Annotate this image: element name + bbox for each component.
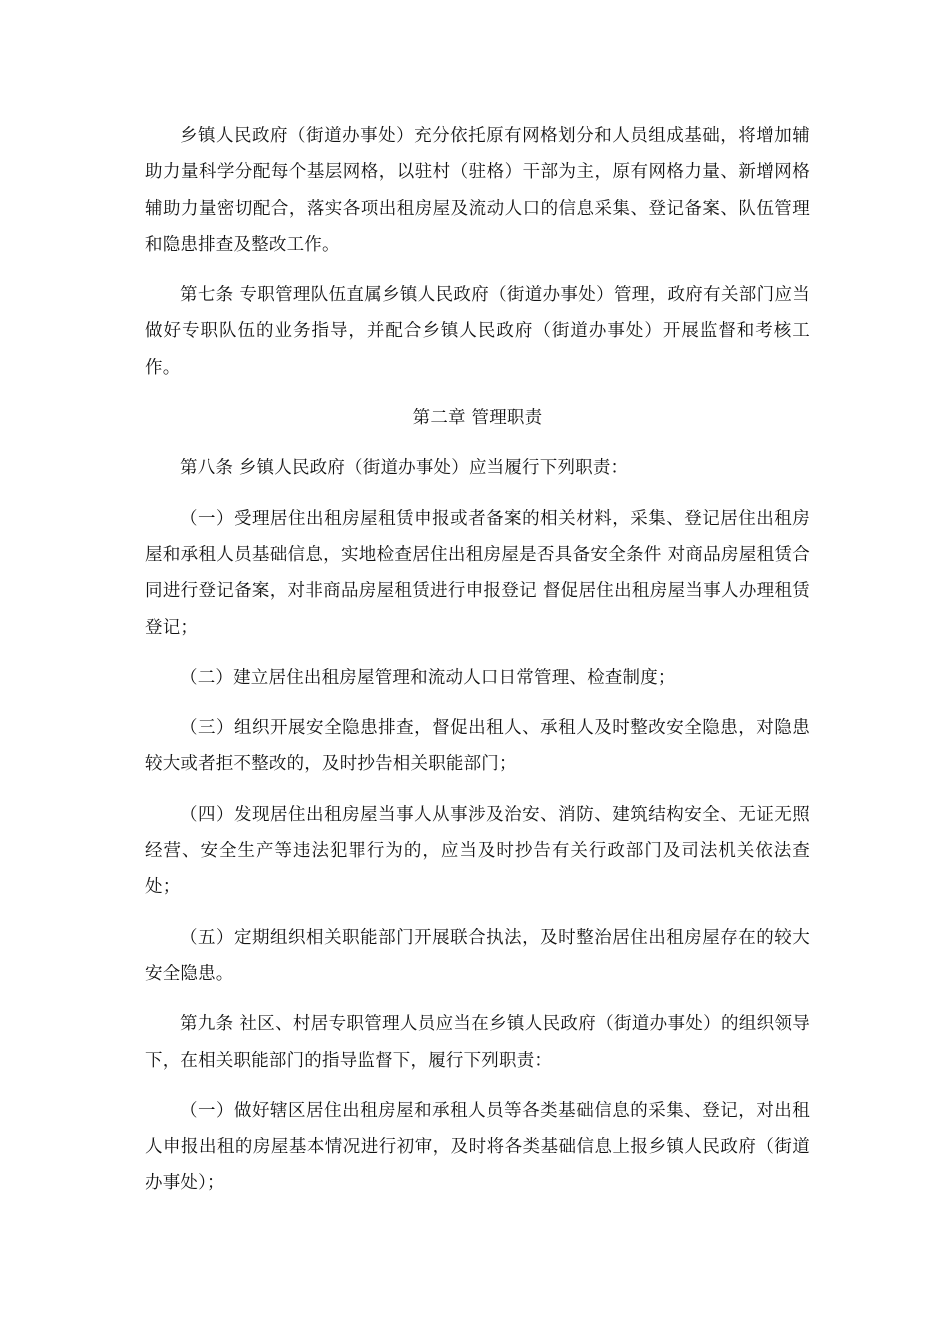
article-8-item-1: （一）受理居住出租房屋租赁申报或者备案的相关材料，采集、登记居住出租房屋和承租人员基础信息，实地检查居住出租房屋是否具备安全条件 对商品房屋租赁合同进行登记备案，对非商品房屋租赁进行申报登记 督促居住出租房屋当事人办理租赁登记；	[145, 508, 810, 638]
article-8-item-4: （四）发现居住出租房屋当事人从事涉及治安、消防、建筑结构安全、无证无照经营、安全生产等违法犯罪行为的，应当及时抄告有关行政部门及司法机关依法查处；	[145, 804, 810, 898]
article-8-item-5: （五）定期组织相关职能部门开展联合执法，及时整治居住出租房屋存在的较大安全隐患。	[145, 927, 810, 984]
chapter-heading: 第二章 管理职责	[412, 408, 543, 429]
article-9-item-1: （一）做好辖区居住出租房屋和承租人员等各类基础信息的采集、登记，对出租人申报出租的房屋基本情况进行初审，及时将各类基础信息上报乡镇人民政府（街道办事处）；	[145, 1100, 810, 1194]
paragraph-article-9: 第九条 社区、村居专职管理人员应当在乡镇人民政府（街道办事处）的组织领导下，在相关职能部门的指导监督下，履行下列职责：	[145, 1014, 810, 1071]
article-8-item-3: （三）组织开展安全隐患排查，督促出租人、承租人及时整改安全隐患，对隐患较大或者拒不整改的，及时抄告相关职能部门；	[145, 718, 810, 775]
paragraph-article-8: 第八条 乡镇人民政府（街道办事处）应当履行下列职责：	[180, 458, 629, 479]
paragraph-grid-assignment: 乡镇人民政府（街道办事处）充分依托原有网格划分和人员组成基础，将增加辅助力量科学分配每个基层网格，以驻村（驻格）干部为主，原有网格力量、新增网格辅助力量密切配合，落实各项出租房屋及流动人口的信息采集、登记备案、队伍管理和隐患排查及整改工作。	[145, 126, 810, 255]
paragraph-article-7: 第七条 专职管理队伍直属乡镇人民政府（街道办事处）管理，政府有关部门应当做好专职队伍的业务指导，并配合乡镇人民政府（街道办事处）开展监督和考核工作。	[145, 285, 810, 378]
article-8-item-2: （二）建立居住出租房屋管理和流动人口日常管理、检查制度；	[180, 667, 676, 688]
document-body	[145, 118, 810, 1216]
